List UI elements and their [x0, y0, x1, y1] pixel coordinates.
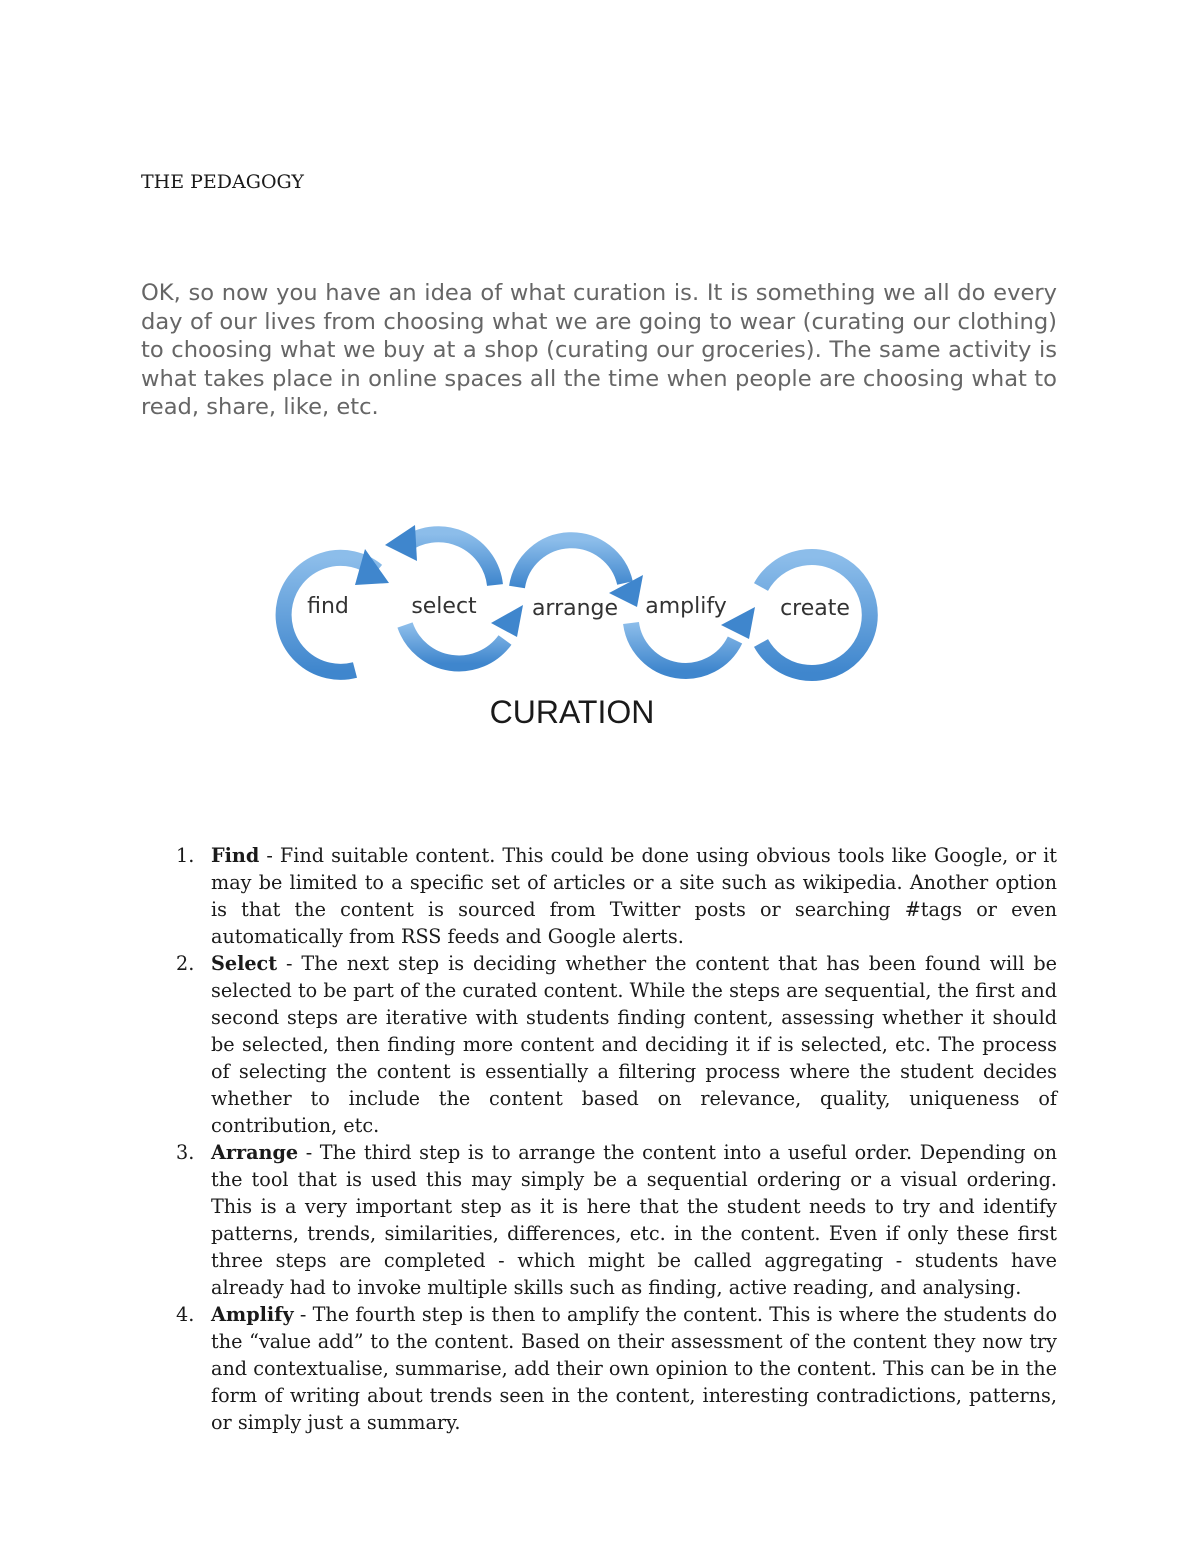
label-create: create — [780, 596, 850, 621]
list-item-find — [141, 842, 1057, 950]
list-item-amplify — [141, 1301, 1057, 1436]
label-select: select — [411, 594, 477, 619]
step-description: - Find suitable content. This could be done using obvious tools like Google, or it may be limited to a specific set of articles or a site such as wikipedia. Another option is that the content is sourced from Twitter posts or searching #tags or even automatically from RSS feeds and Google alerts. — [211, 844, 1057, 948]
step-number: 1. — [176, 844, 195, 867]
step-description: - The next step is deciding whether the content that has been found will be selected to be part of the curated content. While the steps are sequential, the first and second steps are iterative with students finding content, assessing whether it should be selected, then finding more content and deciding it if is selected, etc. The process of selecting the content is essentially a filtering process where the student decides whether to include the content based on relevance, quality, uniqueness of contribution, etc. — [211, 952, 1057, 1137]
step-number: 3. — [176, 1141, 195, 1164]
step-description: - The fourth step is then to amplify the content. This is where the students do the “value add” to the content. Based on their assessment of the content they now try and contextualise, summarise, add their own opinion to the content. This can be in the form of writing about trends seen in the content, interesting contradictions, patterns, or simply just a summary. — [211, 1303, 1057, 1434]
curation-steps-list — [141, 842, 1057, 1436]
step-term: Find — [211, 844, 260, 867]
intro-paragraph: OK, so now you have an idea of what curation is. It is something we all do every day of our lives from choosing what we are going to wear (curating our clothing) to choosing what we buy at a shop (curating our groceries). The same activity is what takes place in online spaces all the time when people are choosing what to read, share, like, etc. — [141, 280, 1057, 421]
step-term: Arrange — [211, 1141, 299, 1164]
curation-cycle-diagram — [255, 505, 895, 745]
label-find: find — [307, 594, 349, 619]
select-arrowhead-top — [385, 525, 417, 561]
page-title: THE PEDAGOGY — [141, 171, 304, 193]
diagram-title: CURATION — [489, 694, 655, 730]
label-arrange: arrange — [531, 596, 619, 621]
step-term: Select — [211, 952, 278, 975]
select-arrowhead-bottom — [491, 605, 523, 637]
label-amplify: amplify — [645, 594, 727, 619]
list-item-arrange — [141, 1139, 1057, 1301]
step-number: 4. — [176, 1303, 195, 1326]
step-description: - The third step is to arrange the content into a useful order. Depending on the tool that is used this may simply be a sequential ordering or a visual ordering. This is a very important step as it is here that the student needs to try and identify patterns, trends, similarities, differences, etc. in the content. Even if only these first three steps are completed - which might be called aggregating - students have already had to invoke multiple skills such as finding, active reading, and analysing. — [211, 1141, 1057, 1299]
list-item-select — [141, 950, 1057, 1139]
step-number: 2. — [176, 952, 195, 975]
step-term: Amplify — [211, 1303, 294, 1326]
